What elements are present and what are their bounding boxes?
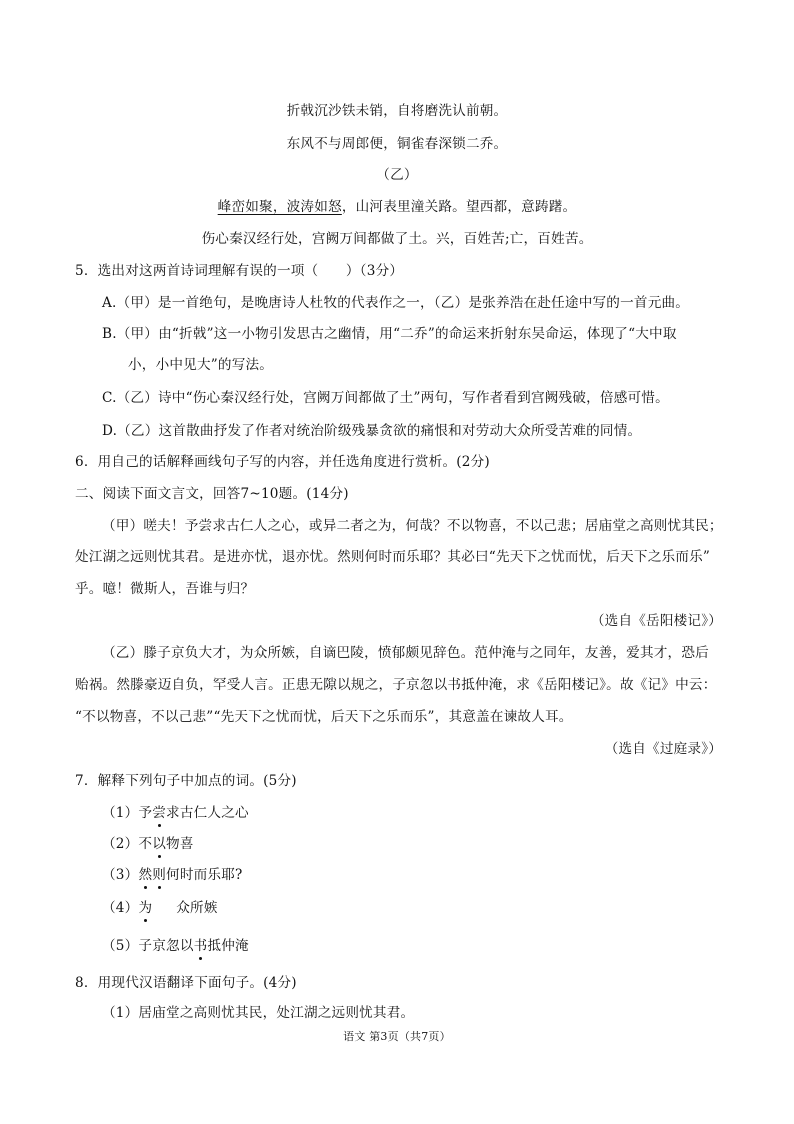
poem-yi-line-1 [0,198,794,216]
poem-yi-line-1-rest: ，山河表里潼关路。望西都，意踌躇。 [341,199,577,215]
question-7-item-5 [102,937,249,955]
question-6: 6．用自己的话解释画线句子写的内容，并任选角度进行赏析。(2分) [75,454,490,470]
poem-jia-line-1: 折戟沉沙铁未销，自将磨洗认前朝。 [286,103,508,119]
item-text: （4） [102,900,139,916]
dotted-word: 以 [152,836,167,852]
passage-jia-line-2: 处江湖之远则忧其君。是进亦忧，退亦忧。然则何时而乐耶？其必曰“先天下之忧而忧，后天下之乐而乐” [75,549,711,565]
passage-jia-line-3: 乎。噫！微斯人，吾谁与归？ [75,581,255,597]
dotted-word: 则 [152,867,167,883]
passage-yi-source: （选自《过庭录》） [604,741,722,757]
question-7-item-3 [102,866,243,884]
item-text: （5）子京忽以 [102,938,194,954]
question-7-item-1 [102,804,249,822]
passage-yi-line-2: 贻祸。然滕豪迈自负，罕受人言。正患无隙以规之，子京忽以书抵仲淹，求《岳阳楼记》。故《记》中云： [75,677,717,693]
underlined-sentence: 峰峦如聚，波涛如怒 [217,199,342,215]
question-7-item-4 [102,899,218,917]
item-text: 求古仁人之心 [166,805,249,821]
item-text: 众所嫉 [176,900,218,916]
section-2-heading: 二、阅读下面文言文，回答7~10题。(14分) [75,486,349,502]
item-text: 何时而乐耶? [166,867,243,883]
passage-jia-line-1: （甲）嗟夫！予尝求古仁人之心，或异二者之为，何哉？不以物喜，不以己悲；居庙堂之高则忧其民； [102,518,723,534]
question-5-stem: 5．选出对这两首诗词理解有误的一项（ ）（3分） [75,263,404,279]
poem-jia-line-2: 东风不与周郎便，铜雀春深锁二乔。 [286,136,508,152]
item-text: （3） [102,867,139,883]
passage-yi-line-1: （乙）滕子京负大才，为众所嫉，自谪巴陵，愤郁颇见辞色。范仲淹与之同年，友善，爱其才，恐后 [102,645,709,661]
item-text: 物喜 [166,836,194,852]
question-8-item-1: （1）居庙堂之高则忧其民，处江湖之远则忧其君。 [102,1005,415,1021]
poem-yi-label: （乙） [376,167,418,183]
dotted-word: 书 [193,938,208,954]
dotted-word: 为 [138,900,153,916]
page-footer: 语文 第3页（共7页） [343,1030,451,1043]
question-5-option-a: A.（甲）是一首绝句，是晚唐诗人杜牧的代表作之一，（乙）是张养浩在赴任途中写的一首元曲。 [102,295,690,311]
passage-jia-source: （选自《岳阳楼记》） [590,613,722,629]
question-8-stem: 8．用现代汉语翻译下面句子。(4分) [75,975,297,991]
question-7-stem: 7．解释下列句子中加点的词。(5分) [75,773,297,789]
dotted-word: 尝 [152,805,167,821]
item-text: （1）予 [102,805,153,821]
item-text: （2）不 [102,836,153,852]
question-5-option-c: C.（乙）诗中“伤心秦汉经行处，宫阙万间都做了土”两句，写作者看到宫阙残破，倍感可惜。 [102,390,669,406]
question-7-item-2 [102,835,194,853]
poem-yi-line-2: 伤心秦汉经行处，宫阙万间都做了土。兴，百姓苦;亡，百姓苦。 [201,231,593,247]
question-5-option-b-line-1: B.（甲）由“折戟”这一小物引发思古之幽情，用“二乔”的命运来折射东吴命运，体现了“大中取 [102,326,677,342]
item-text: 抵仲淹 [207,938,249,954]
passage-yi-line-3: “不以物喜，不以己悲”“先天下之忧而忧，后天下之乐而乐”，其意盖在谏故人耳。 [75,709,573,725]
dotted-word: 然 [138,867,153,883]
question-5-option-d: D.（乙）这首散曲抒发了作者对统治阶级残暴贪欲的痛恨和对劳动大众所受苦难的同情。 [102,423,642,439]
question-5-option-b-line-2: 小，小中见大”的写法。 [128,357,274,373]
